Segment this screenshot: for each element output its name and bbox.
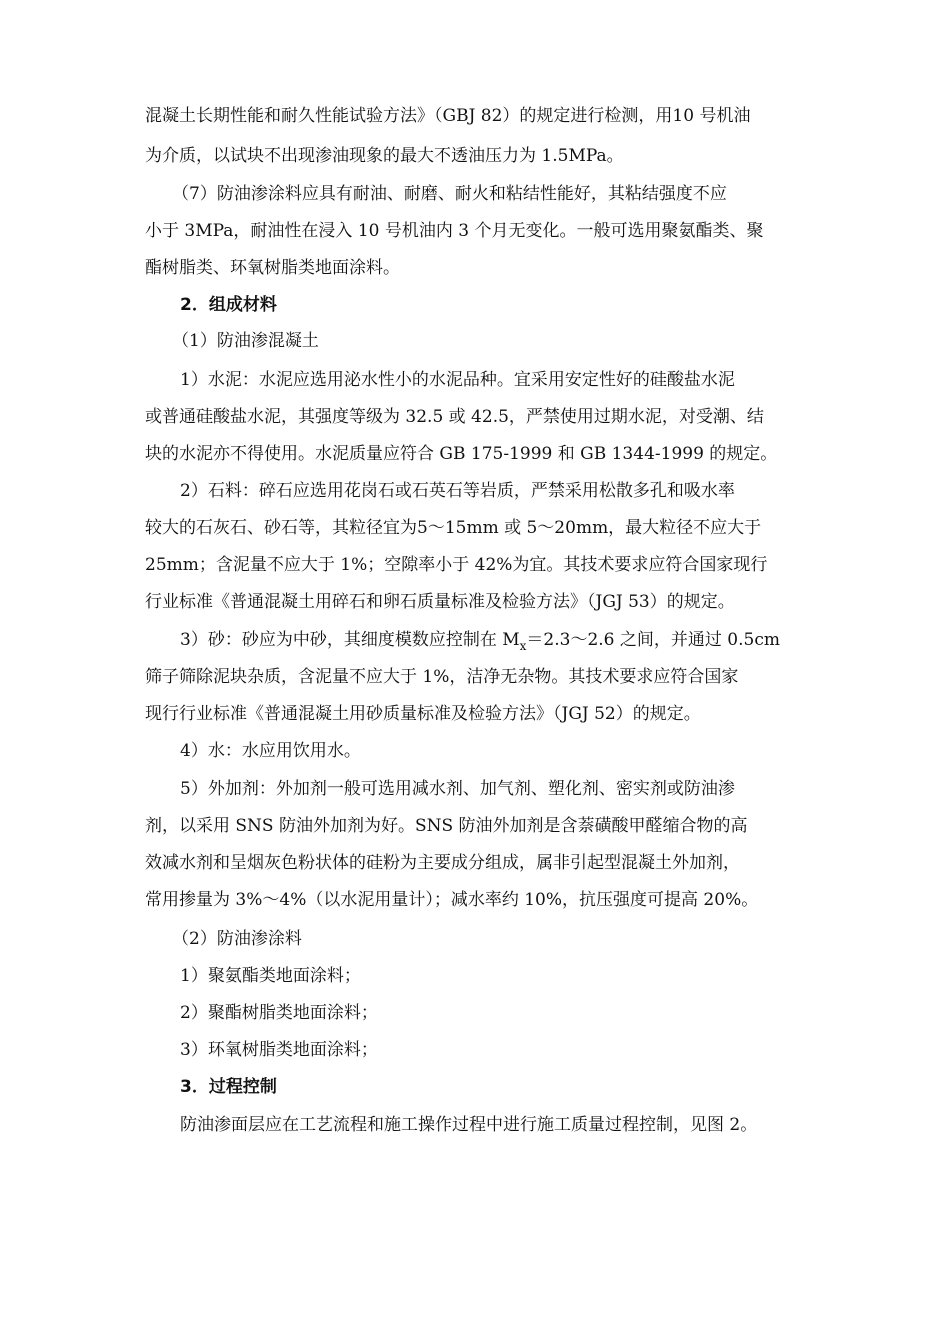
text-line: 混凝土长期性能和耐久性能试验方法》（GBJ 82）的规定进行检测，用10 号机油 xyxy=(145,106,751,126)
text-line: 25mm；含泥量不应大于 1%；空隙率小于 42%为宜。其技术要求应符合国家现行 xyxy=(145,555,768,575)
text-line: 5）外加剂：外加剂一般可选用减水剂、加气剂、塑化剂、密实剂或防油渗 xyxy=(180,779,735,799)
text-fragment: 3）砂：砂应为中砂，其细度模数应控制在 M xyxy=(180,630,520,650)
text-line: 剂，以采用 SNS 防油外加剂为好。SNS 防油外加剂是含萘磺酸甲醛缩合物的高 xyxy=(145,816,748,836)
section-heading: 3．过程控制 xyxy=(180,1077,277,1097)
subsection-heading: （1）防油渗混凝土 xyxy=(172,331,319,351)
subscript-x: x xyxy=(519,639,527,653)
text-line: 效减水剂和呈烟灰色粉状体的硅粉为主要成分组成，属非引起型混凝土外加剂， xyxy=(145,853,740,873)
list-item: 1）聚氨酯类地面涂料； xyxy=(180,966,361,986)
text-line: 小于 3MPa，耐油性在浸入 10 号机油内 3 个月无变化。一般可选用聚氨酯类、聚 xyxy=(145,221,764,241)
text-line: 或普通硅酸盐水泥，其强度等级为 32.5 或 42.5，严禁使用过期水泥，对受潮、结 xyxy=(145,407,764,427)
text-fragment: ＝2.3～2.6 之间，并通过 0.5cm xyxy=(526,630,780,650)
text-line: 较大的石灰石、砂石等，其粒径宜为5～15mm 或 5～20mm，最大粒径不应大于 xyxy=(145,518,762,538)
text-line: 行业标准《普通混凝土用碎石和卵石质量标准及检验方法》（JGJ 53）的规定。 xyxy=(145,592,735,612)
text-line: 2）石料：碎石应选用花岗石或石英石等岩质，严禁采用松散多孔和吸水率 xyxy=(180,481,735,501)
list-item: 2）聚酯树脂类地面涂料； xyxy=(180,1003,378,1023)
text-line: 常用掺量为 3%～4%（以水泥用量计）；减水率约 10%，抗压强度可提高 20%。 xyxy=(145,890,759,910)
text-line: （7）防油渗涂料应具有耐油、耐磨、耐火和粘结性能好，其粘结强度不应 xyxy=(172,184,727,204)
text-line: 4）水：水应用饮用水。 xyxy=(180,741,361,761)
text-line xyxy=(180,628,825,653)
text-line: 块的水泥亦不得使用。水泥质量应符合 GB 175-1999 和 GB 1344-1999 的规定。 xyxy=(145,444,778,464)
text-line: 筛子筛除泥块杂质，含泥量不应大于 1%，洁净无杂物。其技术要求应符合国家 xyxy=(145,667,739,687)
section-heading: 2．组成材料 xyxy=(180,295,277,315)
text-line: 酯树脂类、环氧树脂类地面涂料。 xyxy=(145,258,400,278)
text-line: 现行行业标准《普通混凝土用砂质量标准及检验方法》（JGJ 52）的规定。 xyxy=(145,704,701,724)
text-line: 防油渗面层应在工艺流程和施工操作过程中进行施工质量过程控制，见图 2。 xyxy=(180,1115,758,1135)
list-item: 3）环氧树脂类地面涂料； xyxy=(180,1040,378,1060)
subsection-heading: （2）防油渗涂料 xyxy=(172,929,302,949)
text-line: 为介质，以试块不出现渗油现象的最大不透油压力为 1.5MPa。 xyxy=(145,146,624,166)
text-line: 1）水泥：水泥应选用泌水性小的水泥品种。宜采用安定性好的硅酸盐水泥 xyxy=(180,370,735,390)
